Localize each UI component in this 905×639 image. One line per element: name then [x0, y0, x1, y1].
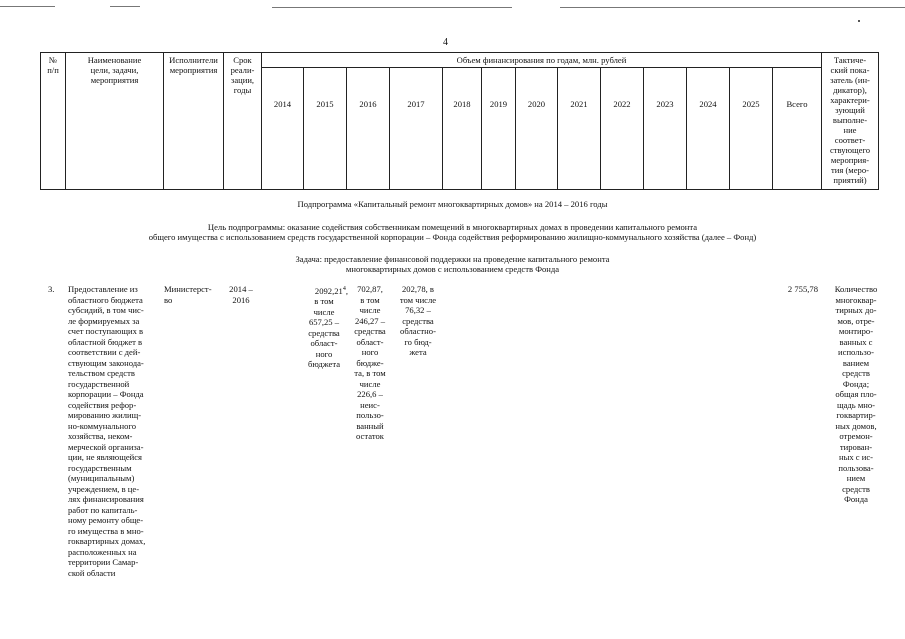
row-2014-detail: в том числе 657,25 – средства област- ного бюджета	[307, 296, 341, 370]
header-number: № п/п	[41, 53, 66, 190]
scan-line	[110, 6, 140, 7]
year-2015: 2015	[304, 68, 347, 190]
page-number: 4	[443, 37, 448, 48]
header-total: Всего	[773, 68, 822, 190]
subprogram-title: Подпрограмма «Капитальный ремонт многоквартирных домов» на 2014 – 2016 годы	[297, 199, 608, 209]
year-2016: 2016	[347, 68, 390, 190]
row-2014	[300, 284, 348, 370]
year-2014: 2014	[262, 68, 304, 190]
task-line-1: Задача: предоставление финансовой поддержки на проведение капитального ремонта	[295, 254, 610, 264]
row-indicator: Количество многоквар- тирных до- мов, отре- монтиро- ванных с использо- ванием средств Фонда; общая пло- щадь мно- гоквартир- ных домов, отремон- тирован- ных с ис- пользова- нием средств Фонда	[834, 284, 878, 504]
year-2025: 2025	[730, 68, 773, 190]
year-2020: 2020	[516, 68, 558, 190]
header-name: Наименование цели, задачи, мероприятия	[66, 53, 164, 190]
year-2022: 2022	[601, 68, 644, 190]
year-2019: 2019	[482, 68, 516, 190]
row-2014-footnote: 4	[342, 286, 346, 292]
year-2017: 2017	[390, 68, 443, 190]
goal-line-2: общего имущества с использованием средств государственной корпорации – Фонда содействия реформированию жилищно-коммунального хозяйства (далее – Фонд)	[148, 232, 757, 242]
row-number: 3.	[48, 284, 55, 294]
row-2014-value-line: 2092,21$^4$,	[314, 285, 348, 296]
row-2016: 202,78, в том числе 76,32 – средства областно- го бюд- жета	[399, 284, 437, 357]
header-executors: Исполнители мероприятия	[164, 53, 224, 190]
scan-line	[0, 6, 55, 7]
year-2021: 2021	[558, 68, 601, 190]
header-indicator: Тактиче- ский пока- затель (ин- дикатор), характери- зующий выполне- ние соответ- ствующего мероприя- тия (меро- приятий)	[822, 53, 879, 190]
row-name: Предоставление из областного бюджета субсидий, в том чис- ле формируемых за счет поступающих в областной бюджет в соответствии с дей- ствующим законода- тельством средств государственной корпорации – Фонда содействия рефор- мированию жилищ- но-коммунального хозяйства, неком- мерческой организа- ции, не являющейся государственным (муниципальным) учреждением, в це- лях финансирования работ по капиталь- ному ремонту обще- го имущества в мно- гоквартирных домах, расположенных на территории Самар- ской области	[68, 284, 146, 578]
scan-speck	[858, 20, 860, 22]
year-2024: 2024	[687, 68, 730, 190]
header-funding: Объем финансирования по годам, млн. рублей	[262, 53, 822, 68]
row-total: 2 755,78	[787, 284, 818, 294]
funding-table-header	[40, 52, 879, 190]
row-executor: Министерст- во	[164, 284, 212, 305]
year-2023: 2023	[644, 68, 687, 190]
row-2014-value: 2092,21	[314, 285, 343, 296]
row-term: 2014 – 2016	[229, 284, 253, 305]
scan-line	[272, 7, 512, 8]
header-term: Срок реали- зации, годы	[224, 53, 262, 190]
year-2018: 2018	[443, 68, 482, 190]
goal-line-1: Цель подпрограммы: оказание содействия собственникам помещений в многоквартирных домах в проведении капитального ремонта	[207, 222, 698, 232]
task-line-2: многоквартирных домов с использованием средств Фонда	[345, 264, 560, 274]
scan-line	[560, 7, 905, 8]
row-2015: 702,87, в том числе 246,27 – средства област- ного бюдже- та, в том числе 226,6 – неис- пользо- ванный остаток	[354, 284, 386, 441]
